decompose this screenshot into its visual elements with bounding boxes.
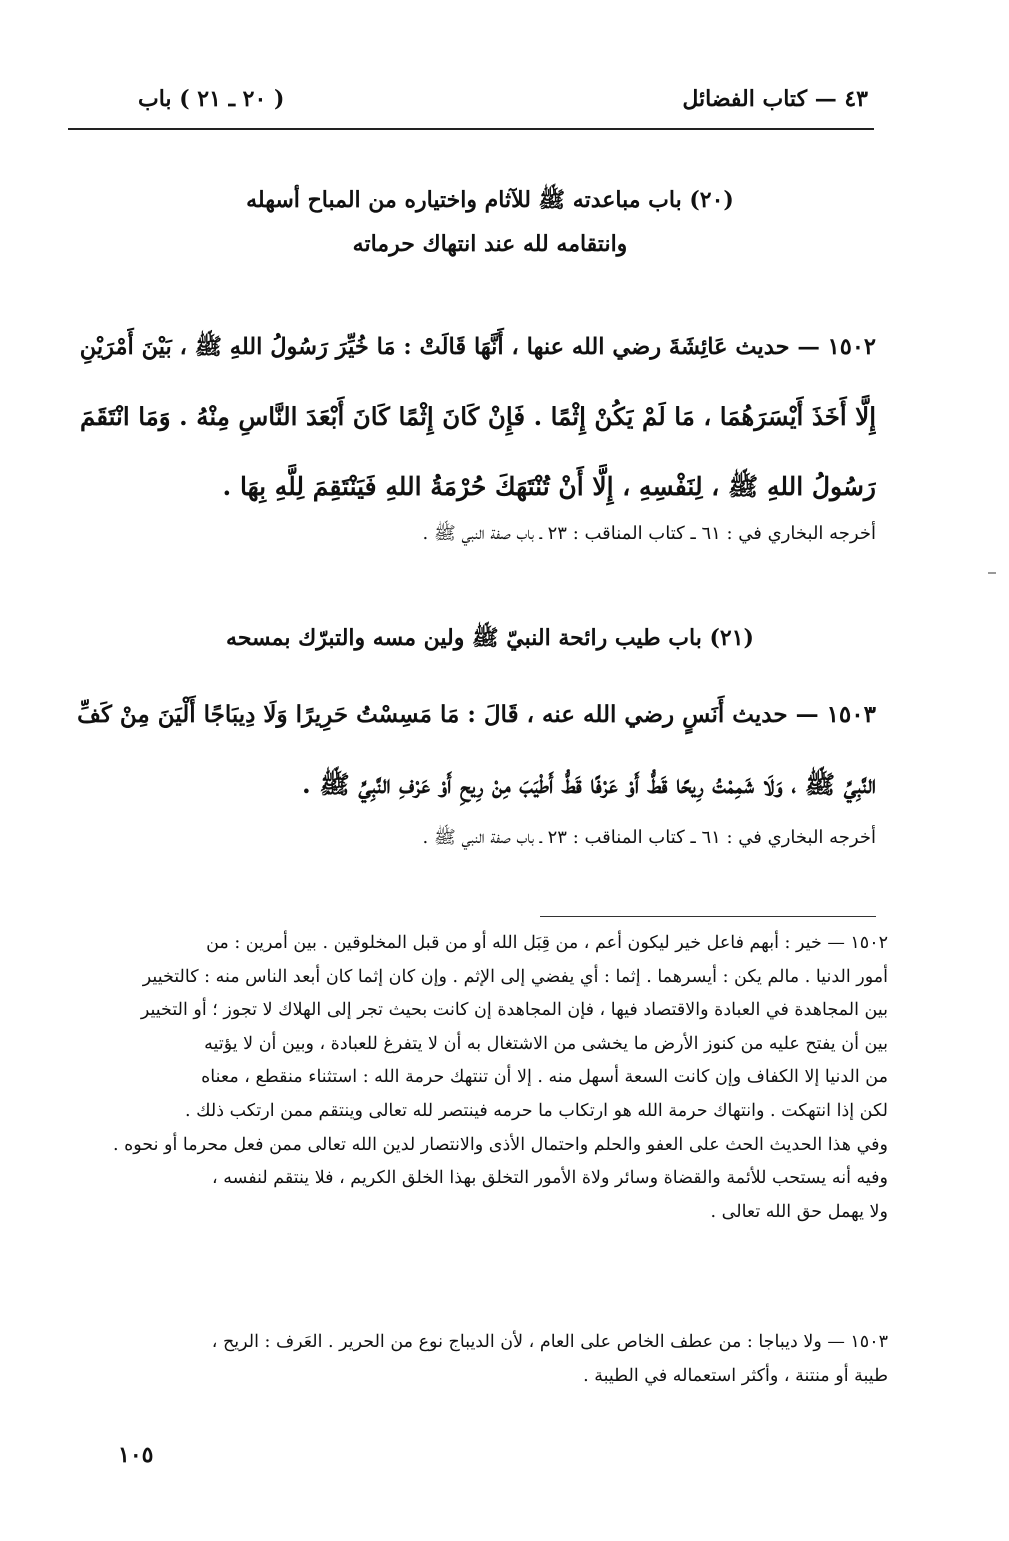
chapter-21-title bbox=[180, 616, 800, 660]
footnote-line: ١٥٠٣ — ولا ديباجا : من عطف الخاص على العام ، لأن الديباج نوع من الحرير . العَرف : الريح ، bbox=[211, 1332, 888, 1352]
footnote-line: من الدنيا إلا الكفاف وإن كانت السعة أسهل منه . إلا أن تنتهك حرمة الله : استثناء منقطع ، معناه bbox=[201, 1067, 888, 1088]
footnote-line: ١٥٠٢ — خير : أبهم فاعل خير ليكون أعم ، من قِبَل الله أو من قبل المخلوقين . بين أمرين : من bbox=[206, 933, 888, 953]
footnote-rule bbox=[540, 916, 876, 917]
hadith-line: ١٥٠٢ — حديث عَائِشَةَ رضي الله عنها ، أَنَّهَا قَالَتْ : مَا خُيِّرَ رَسُولُ اللهِ ﷺ ، بَيْنَ أَمْرَيْنِ bbox=[79, 334, 876, 360]
footnote-1503 bbox=[60, 1326, 888, 1393]
footnote-line: طيبة أو منتنة ، وأكثر استعماله في الطيبة . bbox=[583, 1365, 888, 1386]
footnote-line: وفي هذا الحديث الحث على العفو والحلم واحتمال الأذى والانتصار لدين الله تعالى ممن فعل محرما أو نحوه . bbox=[112, 1134, 888, 1155]
chapter-title-line: وانتقامه لله عند انتهاك حرماته bbox=[352, 231, 628, 257]
footnote-line: لكن إذا انتهكت . وانتهاك حرمة الله هو ارتكاب ما حرمه فينتصر لله تعالى وينتقم ممن ارتكب ذلك . bbox=[185, 1100, 888, 1121]
page-number: ١٠٥ bbox=[118, 1442, 154, 1468]
header-book-title: ٤٣ — كتاب الفضائل bbox=[682, 86, 868, 112]
hadith-line: إِلَّا أَخَذَ أَيْسَرَهُمَا ، مَا لَمْ يَكُنْ إِثْمًا . فَإِنْ كَانَ إِثْمًا كَانَ أَبْعَدَ النَّاسِ مِنْهُ . وَمَا انْتَقَمَ bbox=[79, 402, 876, 431]
hadith-1503-source: أخرجه البخاري في : ٦١ ـ كتاب المناقب : ٢٣ ـ باب صفة النبي ﷺ . bbox=[422, 827, 876, 848]
footnote-line: ولا يهمل حق الله تعالى . bbox=[710, 1201, 888, 1222]
running-header bbox=[68, 86, 868, 126]
margin-mark bbox=[988, 572, 996, 574]
footnote-1502 bbox=[60, 927, 888, 1229]
hadith-line: النَّبِيِّ ﷺ ، وَلَا شَمِمْتُ رِيحًا قَطُّ أَوْ عَرْفًا قَطُّ أَطْيَبَ مِنْ رِيحِ أَوْ عَرْفِ النَّبِيِّ ﷺ . bbox=[302, 770, 876, 799]
hadith-line: رَسُولُ اللهِ ﷺ ، لِنَفْسِهِ ، إِلَّا أَنْ تُنْتَهَكَ حُرْمَةُ اللهِ فَيَنْتَقِمَ لِلَّهِ بِهَا . bbox=[222, 472, 876, 501]
hadith-1502 bbox=[70, 312, 876, 522]
footnote-line: وفيه أنه يستحب للأئمة والقضاة وسائر ولاة الأمور التخلق بهذا الخلق الكريم ، فلا ينتقم لنفسه ، bbox=[212, 1168, 888, 1189]
hadith-1503 bbox=[70, 680, 876, 820]
chapter-title-line: (٢٠) باب مباعدته ﷺ للآثام واختياره من المباح أسهله bbox=[246, 187, 734, 213]
header-rule bbox=[68, 128, 874, 130]
hadith-line: ١٥٠٣ — حديث أَنَسٍ رضي الله عنه ، قَالَ : مَا مَسِسْتُ حَرِيرًا وَلَا دِيبَاجًا أَلْيَنَ مِنْ كَفِّ bbox=[77, 701, 876, 728]
chapter-title-line: (٢١) باب طيب رائحة النبيّ ﷺ ولين مسه والتبرّك بمسحه bbox=[226, 625, 754, 651]
footnote-line: بين أن يفتح عليه من كنوز الأرض ما يخشى من الاشتغال به أن لا يتفرغ للعبادة ، وبين أن لا يؤتيه bbox=[204, 1033, 888, 1054]
chapter-20-title bbox=[180, 178, 800, 266]
hadith-1502-source: أخرجه البخاري في : ٦١ ـ كتاب المناقب : ٢٣ ـ باب صفة النبي ﷺ . bbox=[422, 523, 876, 544]
footnote-line: بين المجاهدة في العبادة والاقتصاد فيها ، فإن المجاهدة إن كانت بحيث تجر إلى الهلاك لا تجوز ؛ أو التخيير bbox=[140, 1000, 888, 1021]
header-chapter-range: ( ٢٠ ـ ٢١ ) باب bbox=[138, 86, 285, 112]
footnote-line: أمور الدنيا . مالم يكن : أيسرهما . إثما : أي يفضي إلى الإثم . وإن كان إثما كان أبعد الناس منه : كالتخيير bbox=[142, 966, 888, 987]
